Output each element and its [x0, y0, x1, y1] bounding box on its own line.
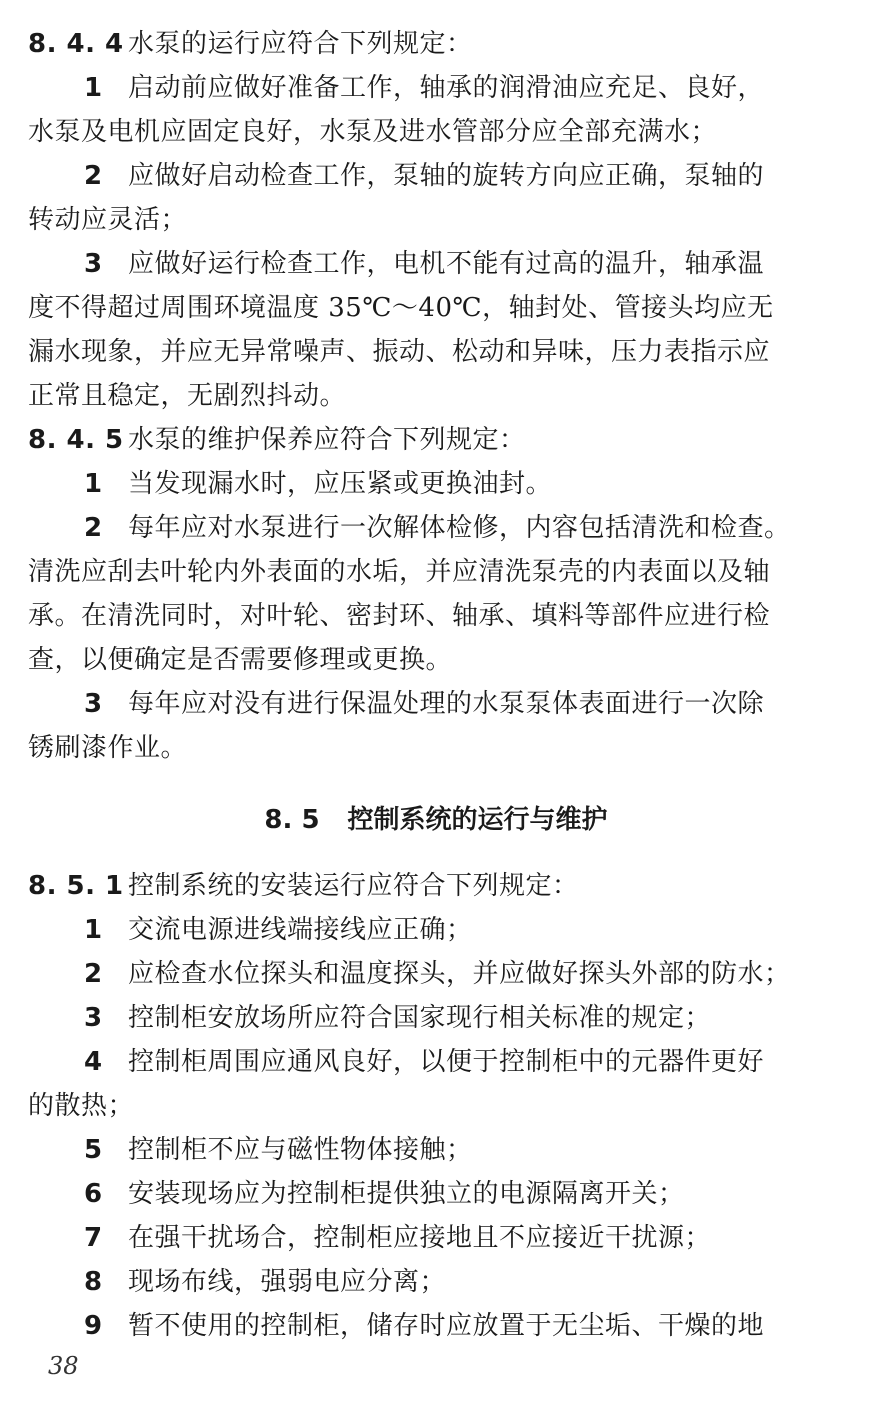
list-item [28, 952, 844, 996]
list-item [28, 1040, 844, 1084]
item-number: 1 [84, 915, 103, 945]
list-item [28, 66, 844, 110]
item-text-continuation: 转动应灵活； [28, 205, 188, 235]
clause-8-5-1 [28, 864, 844, 1348]
item-number: 2 [84, 513, 103, 543]
item-text-continuation: 承。在清洗同时，对叶轮、密封环、轴承、填料等部件应进行检 [28, 601, 771, 631]
item-text: 安装现场应为控制柜提供独立的电源隔离开关； [128, 1179, 685, 1209]
list-item [28, 1260, 844, 1304]
list-item [28, 908, 844, 952]
clause-number: 8. 4. 5 [28, 425, 124, 455]
item-number: 2 [84, 959, 103, 989]
item-text-continuation: 度不得超过周围环境温度 35℃～40℃，轴封处、管接头均应无 [28, 293, 774, 323]
list-item [28, 682, 844, 726]
list-item [28, 1304, 844, 1348]
item-number: 9 [84, 1311, 103, 1341]
list-item [28, 1172, 844, 1216]
clause-title: 水泵的运行应符合下列规定： [128, 29, 473, 59]
item-text: 应做好运行检查工作，电机不能有过高的温升，轴承温 [128, 249, 765, 279]
clause-heading [28, 418, 844, 462]
clause-number: 8. 5. 1 [28, 871, 124, 901]
page-number: 38 [48, 1352, 79, 1380]
item-text: 交流电源进线端接线应正确； [128, 915, 473, 945]
item-text-continuation: 正常且稳定，无剧烈抖动。 [28, 381, 347, 411]
item-text: 每年应对水泵进行一次解体检修，内容包括清洗和检查。 [128, 513, 791, 543]
item-text: 应做好启动检查工作，泵轴的旋转方向应正确，泵轴的 [128, 161, 765, 191]
item-text-continuation: 清洗应刮去叶轮内外表面的水垢，并应清洗泵壳的内表面以及轴 [28, 557, 771, 587]
clause-8-4-4 [28, 22, 844, 418]
item-number: 3 [84, 689, 103, 719]
list-item [28, 506, 844, 550]
clause-title: 水泵的维护保养应符合下列规定： [128, 425, 526, 455]
item-text-continuation: 的散热； [28, 1091, 135, 1121]
list-item [28, 462, 844, 506]
item-text-continuation: 锈刷漆作业。 [28, 733, 188, 763]
item-number: 6 [84, 1179, 103, 1209]
section-heading [28, 798, 844, 842]
document-page [28, 22, 844, 1348]
item-number: 3 [84, 1003, 103, 1033]
item-text: 暂不使用的控制柜，储存时应放置于无尘垢、干燥的地 [128, 1311, 765, 1341]
clause-heading [28, 864, 844, 908]
item-text: 现场布线，强弱电应分离； [128, 1267, 447, 1297]
section-title: 控制系统的运行与维护 [347, 805, 608, 835]
item-number: 1 [84, 73, 103, 103]
section-number: 8. 5 [264, 805, 320, 835]
item-text: 应检查水位探头和温度探头，并应做好探头外部的防水； [128, 959, 791, 989]
item-text: 启动前应做好准备工作，轴承的润滑油应充足、良好， [128, 73, 765, 103]
list-item [28, 996, 844, 1040]
clause-heading [28, 22, 844, 66]
list-item [28, 154, 844, 198]
clause-8-4-5 [28, 418, 844, 770]
item-number: 7 [84, 1223, 103, 1253]
item-text: 当发现漏水时，应压紧或更换油封。 [128, 469, 553, 499]
item-text: 控制柜安放场所应符合国家现行相关标准的规定； [128, 1003, 712, 1033]
clause-title: 控制系统的安装运行应符合下列规定： [128, 871, 579, 901]
item-text: 在强干扰场合，控制柜应接地且不应接近干扰源； [128, 1223, 712, 1253]
item-number: 1 [84, 469, 103, 499]
list-item [28, 1216, 844, 1260]
item-number: 4 [84, 1047, 103, 1077]
item-text-continuation: 水泵及电机应固定良好，水泵及进水管部分应全部充满水； [28, 117, 718, 147]
item-text: 控制柜不应与磁性物体接触； [128, 1135, 473, 1165]
clause-number: 8. 4. 4 [28, 29, 124, 59]
list-item [28, 1128, 844, 1172]
item-number: 2 [84, 161, 103, 191]
item-text-continuation: 查，以便确定是否需要修理或更换。 [28, 645, 453, 675]
item-number: 5 [84, 1135, 103, 1165]
list-item [28, 242, 844, 286]
item-number: 3 [84, 249, 103, 279]
item-text: 控制柜周围应通风良好，以便于控制柜中的元器件更好 [128, 1047, 765, 1077]
item-text-continuation: 漏水现象，并应无异常噪声、振动、松动和异味，压力表指示应 [28, 337, 771, 367]
item-number: 8 [84, 1267, 103, 1297]
item-text: 每年应对没有进行保温处理的水泵泵体表面进行一次除 [128, 689, 765, 719]
